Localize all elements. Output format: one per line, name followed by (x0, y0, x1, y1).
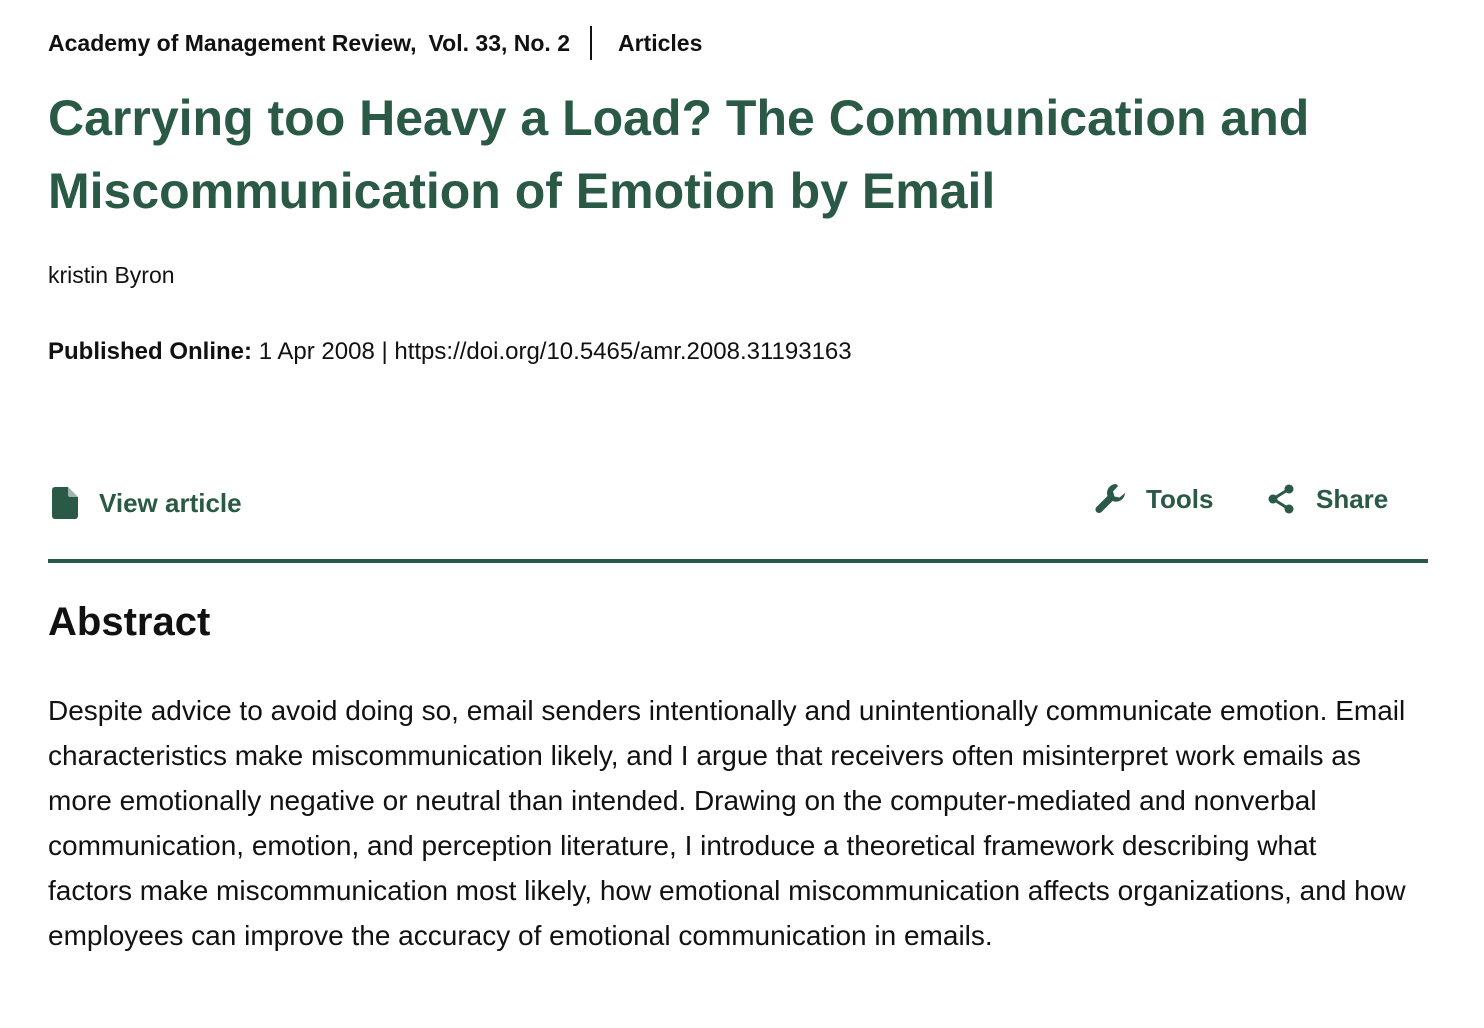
abstract-text: Despite advice to avoid doing so, email senders intentionally and unintentionally communicate emotion. Email characteristics make miscommunication likely, and I argue that receivers often misinterpret work emails as more emotionally negative or neutral than intended. Drawing on the computer-mediated and nonverbal communication, emotion, and perception literature, I introduce a theoretical framework describing what factors make miscommunication most likely, how emotional miscommunication affects organizations, and how employees can improve the accuracy of emotional communication in emails. (48, 695, 1406, 951)
abstract-heading: Abstract (48, 600, 211, 644)
share-label: Share (1316, 483, 1389, 514)
published-date: 1 Apr 2008 (258, 338, 375, 365)
share-button[interactable] (1264, 482, 1388, 516)
journal-meta-bar (48, 26, 702, 60)
published-separator: | (381, 338, 388, 365)
wrench-icon (1094, 482, 1128, 516)
tools-button[interactable] (1094, 482, 1213, 516)
doi-link[interactable]: https://doi.org/10.5465/amr.2008.31193163 (394, 338, 852, 365)
tools-label: Tools (1146, 483, 1214, 514)
document-icon (48, 486, 82, 520)
publication-info (48, 338, 852, 366)
published-label: Published Online: (48, 338, 253, 365)
share-icon (1264, 482, 1298, 516)
journal-name[interactable]: Academy of Management Review, (48, 29, 417, 56)
section-divider (48, 559, 1428, 563)
article-author[interactable]: kristin Byron (48, 262, 175, 288)
journal-volume[interactable]: Vol. 33, No. 2 (428, 29, 570, 56)
article-title: Carrying too Heavy a Load? The Communication and Miscommunication of Emotion by Email (48, 90, 1310, 219)
view-article-label: View article (99, 487, 242, 518)
article-actions (48, 476, 1428, 536)
article-section: Articles (618, 29, 703, 56)
view-article-button[interactable] (48, 486, 242, 520)
meta-divider (590, 26, 592, 60)
